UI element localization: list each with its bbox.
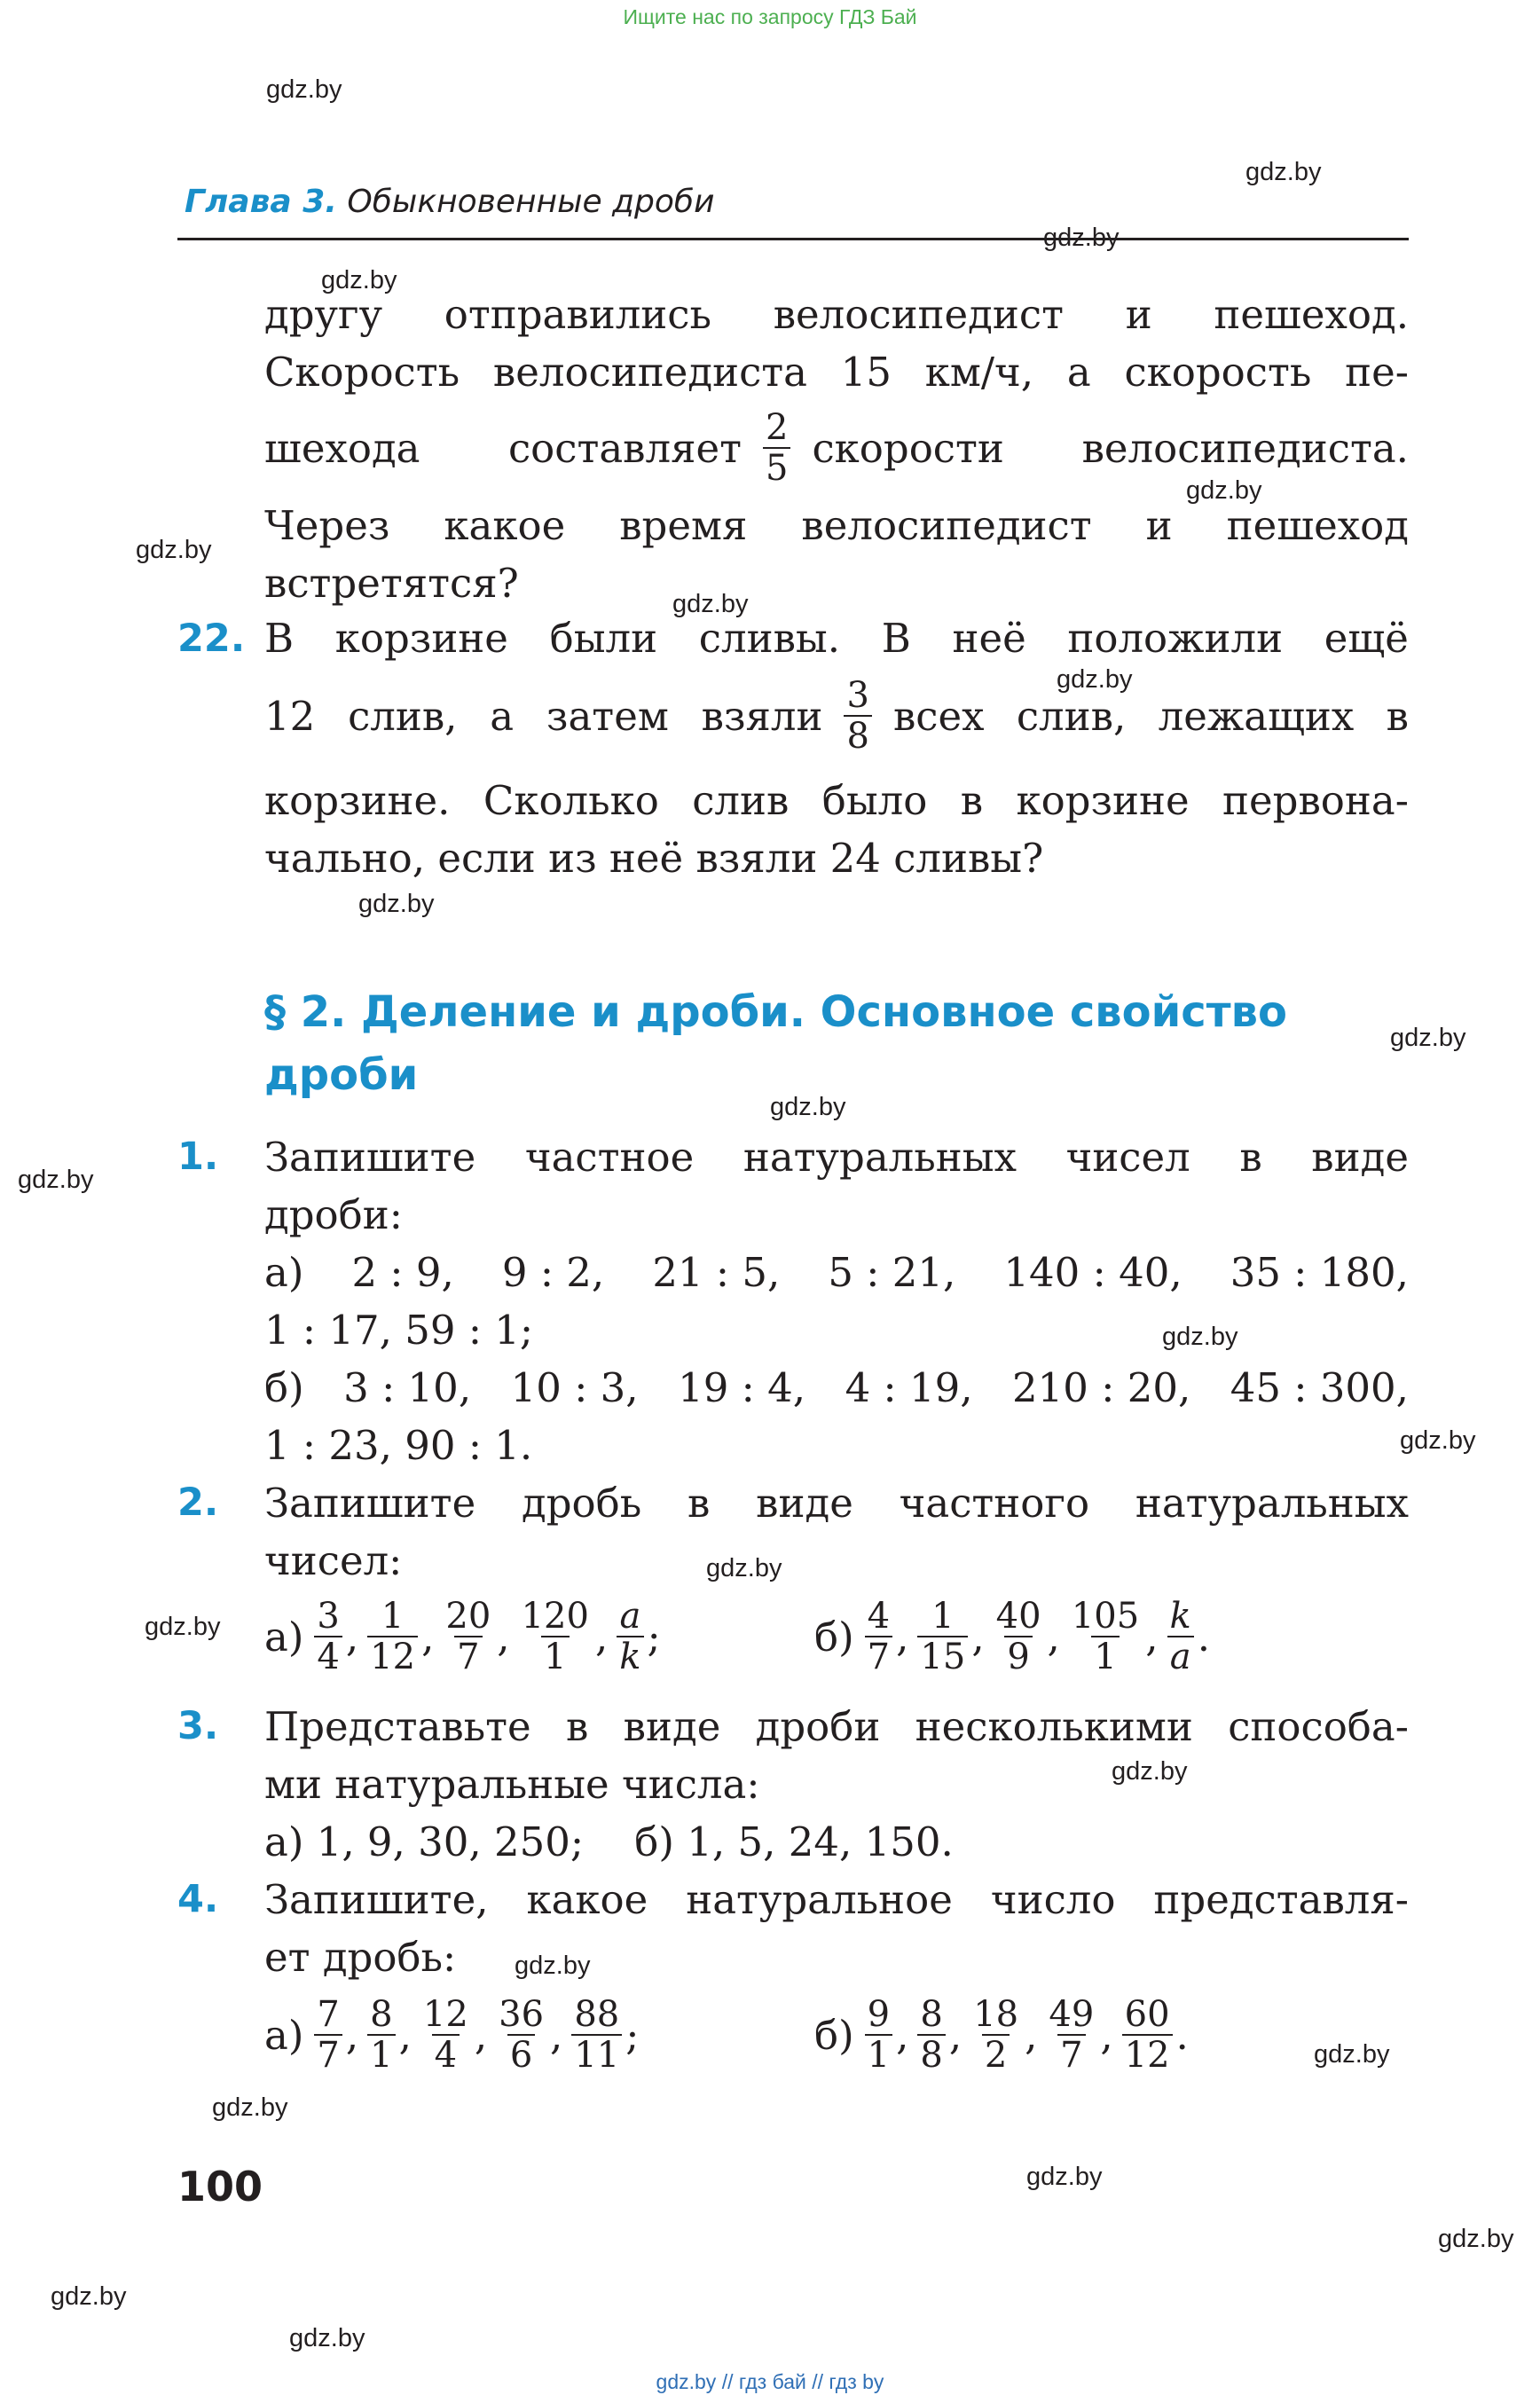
word: и xyxy=(1145,502,1173,549)
word: 9 : 2, xyxy=(501,1249,605,1296)
header-rule xyxy=(177,238,1409,240)
fraction xyxy=(917,1597,968,1677)
word: 21 : 5, xyxy=(652,1249,781,1296)
word: а) xyxy=(264,1249,304,1296)
word: Запишите, xyxy=(264,1876,489,1923)
word: натуральное xyxy=(686,1876,953,1923)
punctuation: , xyxy=(896,1613,909,1661)
section-title-line-1: § 2. Деление и дроби. Основное свойство xyxy=(264,987,1287,1037)
task-2-number: 2. xyxy=(177,1480,219,1525)
fraction xyxy=(420,1995,471,2075)
fraction-numerator: 49 xyxy=(1049,1994,1095,2035)
word: 2 : 9, xyxy=(351,1249,454,1296)
punctuation: ; xyxy=(625,2011,640,2059)
punctuation: , xyxy=(896,2011,909,2059)
fraction xyxy=(314,1597,342,1677)
task-3-number: 3. xyxy=(177,1704,219,1748)
watermark: gdz.by xyxy=(136,536,212,564)
word: дробь xyxy=(522,1480,642,1527)
word: виде xyxy=(756,1480,853,1527)
fraction-denominator: 11 xyxy=(571,2034,622,2075)
word: представля- xyxy=(1153,1876,1409,1923)
fraction-numerator: 1 xyxy=(381,1596,405,1637)
word: скорости xyxy=(812,424,1004,472)
word: частного xyxy=(899,1480,1090,1527)
fraction xyxy=(443,1597,493,1677)
punctuation: , xyxy=(345,1613,359,1661)
fraction-denominator: 2 xyxy=(982,2034,1010,2075)
word: лежащих xyxy=(1158,692,1355,740)
word: несколькими xyxy=(915,1703,1193,1750)
task-2-line-2: чисел: xyxy=(264,1537,403,1584)
word: Скорость xyxy=(264,349,460,396)
task-1-line-6: 1 : 23, 90 : 1. xyxy=(264,1422,533,1469)
group-label: а) xyxy=(264,2011,304,2059)
punctuation: , xyxy=(1025,2011,1038,2059)
watermark: gdz.by xyxy=(1057,665,1133,694)
fraction-denominator: a xyxy=(1167,1636,1194,1677)
task-3-line-3: а) 1, 9, 30, 250; б) 1, 5, 24, 150. xyxy=(264,1818,954,1865)
fraction-numerator: 105 xyxy=(1071,1596,1140,1637)
fraction-numerator: 88 xyxy=(574,1994,620,2035)
p21-fraction-den: 5 xyxy=(763,447,790,488)
watermark: gdz.by xyxy=(18,1166,94,1194)
punctuation: . xyxy=(1197,1613,1211,1661)
word: чисел xyxy=(1065,1134,1190,1181)
fraction-numerator: 12 xyxy=(422,1994,468,2035)
task-1-line-4: 1 : 17, 59 : 1; xyxy=(264,1307,534,1354)
fraction-numerator: 60 xyxy=(1124,1994,1170,2035)
p22-line-2 xyxy=(264,671,1409,760)
fraction-denominator: 9 xyxy=(1004,1636,1032,1677)
p22-line-2b xyxy=(892,692,1409,740)
word: слив xyxy=(692,777,790,824)
watermark: gdz.by xyxy=(1245,158,1322,186)
fraction xyxy=(314,1995,342,2075)
fraction-numerator: 7 xyxy=(317,1994,340,2035)
word: 210 : 20, xyxy=(1012,1364,1191,1411)
word: Запишите xyxy=(264,1134,476,1181)
watermark: gdz.by xyxy=(1400,1426,1476,1455)
punctuation: , xyxy=(398,2011,412,2059)
chapter-title: Обыкновенные дроби xyxy=(336,184,715,220)
task-2-group-b xyxy=(814,1597,1215,1677)
word: в xyxy=(566,1703,589,1750)
word: 10 : 3, xyxy=(510,1364,639,1411)
word: 3 : 10, xyxy=(343,1364,472,1411)
word: Через xyxy=(264,502,390,549)
task-1-line-5 xyxy=(264,1364,1409,1411)
fraction-numerator: 40 xyxy=(995,1596,1041,1637)
fraction-denominator: 12 xyxy=(367,1636,418,1677)
word: В xyxy=(881,615,911,662)
fraction xyxy=(865,1995,892,2075)
fraction-denominator: 12 xyxy=(1122,2034,1173,2075)
watermark: gdz.by xyxy=(289,2324,365,2352)
word: взяли xyxy=(701,692,823,740)
fraction-denominator: 4 xyxy=(432,2034,460,2075)
fraction xyxy=(1167,1597,1194,1677)
p21-line-3b xyxy=(812,424,1409,472)
word: пешеход xyxy=(1226,502,1409,549)
task-1-line-3 xyxy=(264,1249,1409,1296)
word: первона- xyxy=(1222,777,1409,824)
task-3-line-1 xyxy=(264,1703,1409,1750)
task-4-number: 4. xyxy=(177,1877,219,1921)
punctuation: , xyxy=(1145,1613,1159,1661)
word: виде xyxy=(623,1703,721,1750)
task-1-line-2: дроби: xyxy=(264,1191,403,1238)
fraction-denominator: 7 xyxy=(454,1636,482,1677)
p21-line-1 xyxy=(264,291,1409,338)
word: слив, xyxy=(1016,692,1127,740)
watermark: gdz.by xyxy=(706,1554,782,1582)
word: шехода xyxy=(264,424,420,472)
punctuation: , xyxy=(594,1613,609,1661)
fraction-numerator: k xyxy=(1169,1596,1191,1637)
watermark: gdz.by xyxy=(358,890,435,918)
group-label: а) xyxy=(264,1613,304,1661)
fraction-denominator: 1 xyxy=(1091,1636,1119,1677)
fraction xyxy=(367,1597,418,1677)
p21-fraction-num: 2 xyxy=(766,407,789,448)
fraction xyxy=(617,1597,643,1677)
watermark: gdz.by xyxy=(1314,2040,1390,2069)
word: было xyxy=(821,777,928,824)
word: сливы. xyxy=(698,615,841,662)
task-1-number: 1. xyxy=(177,1135,219,1179)
word: 45 : 300, xyxy=(1230,1364,1409,1411)
word: б) xyxy=(264,1364,304,1411)
fraction-denominator: 6 xyxy=(507,2034,535,2075)
word: км/ч, xyxy=(924,349,1034,396)
fraction-numerator: 9 xyxy=(867,1994,891,2035)
p21-line-2 xyxy=(264,349,1409,396)
watermark: gdz.by xyxy=(1438,2225,1514,2253)
word: 12 xyxy=(264,692,316,740)
fraction xyxy=(865,1597,892,1677)
fraction xyxy=(519,1597,592,1677)
top-banner[interactable]: Ищите нас по запросу ГДЗ Бай xyxy=(623,5,917,28)
word: слив, xyxy=(348,692,458,740)
word: скорость xyxy=(1124,349,1312,396)
word: отправились xyxy=(444,291,711,338)
fraction xyxy=(1046,1995,1096,2075)
word: неё xyxy=(952,615,1026,662)
watermark: gdz.by xyxy=(1390,1024,1466,1052)
watermark: gdz.by xyxy=(1162,1323,1238,1351)
word: 15 xyxy=(840,349,892,396)
word: Запишите xyxy=(264,1480,476,1527)
fraction-numerator: 18 xyxy=(973,1994,1019,2035)
watermark: gdz.by xyxy=(212,2093,288,2122)
task-1-line-1 xyxy=(264,1134,1409,1181)
task-2-group-a xyxy=(264,1597,814,1677)
section-title-line-2: дроби xyxy=(264,1050,419,1100)
fraction xyxy=(367,1995,395,2075)
fraction-denominator: 15 xyxy=(917,1636,968,1677)
fraction-numerator: 36 xyxy=(499,1994,545,2035)
task-4-group-b xyxy=(814,1995,1194,2075)
fraction xyxy=(994,1597,1044,1677)
word: Сколько xyxy=(483,777,659,824)
word: велосипедист xyxy=(773,291,1064,338)
word: Представьте xyxy=(264,1703,531,1750)
fraction-denominator: 4 xyxy=(314,1636,342,1677)
word: а xyxy=(1066,349,1091,396)
word: велосипедиста xyxy=(492,349,807,396)
fraction-numerator: 1 xyxy=(931,1596,955,1637)
task-4-line-1 xyxy=(264,1876,1409,1923)
word: пешеход. xyxy=(1214,291,1409,338)
task-4-line-2: ет дробь: xyxy=(264,1934,457,1981)
p22-fraction-den: 8 xyxy=(844,715,871,756)
word: способа- xyxy=(1228,1703,1409,1750)
word: дроби xyxy=(755,1703,881,1750)
word: 4 : 19, xyxy=(845,1364,973,1411)
punctuation: , xyxy=(474,2011,488,2059)
fraction-denominator: 1 xyxy=(865,2034,892,2075)
p22-line-1 xyxy=(264,615,1409,662)
fraction-numerator: 20 xyxy=(445,1596,491,1637)
fraction xyxy=(1122,1995,1173,2075)
word: корзине. xyxy=(264,777,451,824)
word: время xyxy=(619,502,748,549)
watermark: gdz.by xyxy=(266,75,342,104)
word: в xyxy=(1239,1134,1262,1181)
word: В xyxy=(264,615,295,662)
word: а xyxy=(490,692,515,740)
word: ещё xyxy=(1324,615,1409,662)
punctuation: ; xyxy=(647,1613,661,1661)
chapter-header xyxy=(185,184,714,220)
word: в xyxy=(688,1480,711,1527)
word: натуральных xyxy=(742,1134,1017,1181)
task-2-fractions xyxy=(264,1592,1409,1681)
word: пе- xyxy=(1345,349,1409,396)
word: число xyxy=(990,1876,1116,1923)
p22-line-2a xyxy=(264,692,823,740)
punctuation: , xyxy=(1047,1613,1060,1661)
p21-line-3a xyxy=(264,424,742,472)
word: велосипедиста. xyxy=(1081,424,1409,472)
word: 19 : 4, xyxy=(678,1364,806,1411)
fraction-denominator: 7 xyxy=(865,1636,892,1677)
punctuation: , xyxy=(971,1613,985,1661)
word: другу xyxy=(264,291,383,338)
watermark: gdz.by xyxy=(145,1613,221,1641)
fraction-numerator: 4 xyxy=(867,1596,891,1637)
p22-fraction xyxy=(844,676,871,756)
word: в xyxy=(960,777,984,824)
punctuation: , xyxy=(345,2011,359,2059)
p21-fraction xyxy=(763,408,790,488)
p21-line-5: встретятся? xyxy=(264,560,519,607)
word: всех xyxy=(892,692,985,740)
fraction xyxy=(917,1995,945,2075)
punctuation: , xyxy=(497,1613,510,1661)
group-label: б) xyxy=(814,1613,854,1661)
fraction xyxy=(970,1995,1021,2075)
watermark: gdz.by xyxy=(321,266,397,294)
p22-fraction-num: 3 xyxy=(846,675,869,716)
word: 35 : 180, xyxy=(1230,1249,1409,1296)
fraction xyxy=(496,1995,546,2075)
punctuation: . xyxy=(1175,2011,1189,2059)
chapter-number: Глава 3. xyxy=(185,184,337,220)
p22-line-3 xyxy=(264,777,1409,824)
fraction-denominator: 1 xyxy=(367,2034,395,2075)
fraction-numerator: 8 xyxy=(920,1994,943,2035)
word: частное xyxy=(524,1134,695,1181)
punctuation: , xyxy=(550,2011,563,2059)
word: и xyxy=(1125,291,1152,338)
task-4-group-a xyxy=(264,1995,814,2075)
fraction-denominator: 7 xyxy=(1057,2034,1085,2075)
watermark: gdz.by xyxy=(51,2282,127,2311)
fraction-numerator: 8 xyxy=(370,1994,393,2035)
fraction-numerator: 120 xyxy=(521,1596,589,1637)
group-label: б) xyxy=(814,2011,854,2059)
fraction xyxy=(571,1995,622,2075)
fraction-denominator: k xyxy=(617,1636,643,1677)
fraction-denominator: 8 xyxy=(917,2034,945,2075)
p22-line-4: чально, если из неё взяли 24 сливы? xyxy=(264,835,1044,882)
footer-links[interactable]: gdz.by // гдз бай // гдз by xyxy=(656,2370,884,2393)
word: велосипедист xyxy=(801,502,1092,549)
task-4-fractions xyxy=(264,1991,1409,2079)
watermark: gdz.by xyxy=(1112,1757,1188,1786)
fraction xyxy=(1069,1597,1142,1677)
word: положили xyxy=(1067,615,1284,662)
punctuation: , xyxy=(421,1613,435,1661)
task-2-line-1 xyxy=(264,1480,1409,1527)
word: были xyxy=(549,615,658,662)
word: натуральных xyxy=(1135,1480,1409,1527)
watermark: gdz.by xyxy=(515,1951,591,1980)
word: какое xyxy=(526,1876,648,1923)
word: виде xyxy=(1311,1134,1409,1181)
fraction-denominator: 7 xyxy=(314,2034,342,2075)
word: корзине xyxy=(334,615,508,662)
word: корзине xyxy=(1016,777,1190,824)
word: затем xyxy=(546,692,669,740)
word: 140 : 40, xyxy=(1003,1249,1182,1296)
fraction-numerator: a xyxy=(619,1596,641,1637)
watermark: gdz.by xyxy=(1026,2163,1103,2191)
task-3-line-2: ми натуральные числа: xyxy=(264,1761,760,1808)
punctuation: , xyxy=(948,2011,962,2059)
fraction-denominator: 1 xyxy=(541,1636,569,1677)
word: 5 : 21, xyxy=(828,1249,956,1296)
page-number: 100 xyxy=(177,2163,263,2211)
p21-line-4 xyxy=(264,502,1409,549)
word: в xyxy=(1386,692,1409,740)
p22-number: 22. xyxy=(177,616,246,661)
watermark: gdz.by xyxy=(1043,224,1120,252)
word: составляет xyxy=(507,424,742,472)
watermark: gdz.by xyxy=(1186,476,1262,505)
fraction-numerator: 3 xyxy=(317,1596,340,1637)
punctuation: , xyxy=(1100,2011,1113,2059)
watermark: gdz.by xyxy=(770,1093,846,1121)
watermark: gdz.by xyxy=(672,590,749,618)
word: какое xyxy=(444,502,566,549)
